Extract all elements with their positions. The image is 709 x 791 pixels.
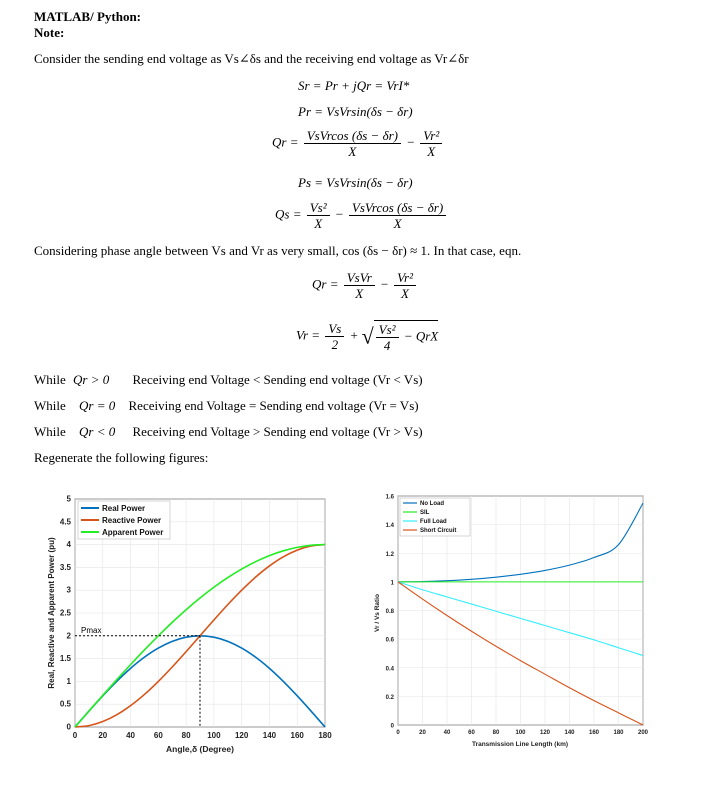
y-tick-label: 1.4 bbox=[385, 523, 394, 530]
chart2-xlabel: Transmission Line Length (km) bbox=[471, 741, 569, 748]
y-tick-label: 1.6 bbox=[385, 494, 394, 501]
eq2-vr-den: 2 bbox=[331, 337, 339, 352]
x-tick-label: 40 bbox=[443, 730, 451, 736]
x-tick-label: 120 bbox=[539, 730, 551, 736]
x-tick-label: 200 bbox=[637, 730, 649, 736]
condition-expr: Qr = 0 bbox=[79, 398, 116, 413]
y-tick-label: 4.5 bbox=[59, 517, 71, 527]
eq2-sq-den: 4 bbox=[383, 338, 391, 353]
chart1-xlabel: Angle,δ (Degree) bbox=[166, 744, 234, 754]
eq2-num2: Vr² bbox=[394, 270, 416, 286]
condition-text: Receiving end Voltage = Sending end voltage (Vr = Vs) bbox=[128, 398, 419, 413]
condition-text: Receiving end Voltage < Sending end voltage (Vr < Vs) bbox=[132, 372, 423, 387]
section-heading: MATLAB/ Python: bbox=[34, 9, 142, 24]
x-tick-label: 20 bbox=[419, 730, 426, 736]
x-tick-label: 80 bbox=[181, 731, 191, 740]
legend-no-load: No Load bbox=[420, 501, 444, 507]
eq-qs-num1: Vs² bbox=[307, 200, 330, 216]
y-tick-label: 1 bbox=[390, 580, 394, 587]
eq-ps: Ps = VsVrsin(δs − δr) bbox=[298, 175, 413, 190]
condition-lead: While bbox=[34, 398, 66, 413]
eq-qr-minus: − bbox=[406, 134, 416, 150]
y-tick-label: 0.6 bbox=[385, 637, 394, 644]
x-tick-label: 100 bbox=[207, 731, 221, 740]
eq2-sq-tail: − QrX bbox=[403, 328, 439, 344]
legend-apparent-power: Apparent Power bbox=[102, 528, 164, 537]
y-tick-label: 0 bbox=[66, 722, 71, 732]
eq2-vr-lhs: Vr = bbox=[296, 327, 321, 343]
legend-full-load: Full Load bbox=[420, 519, 447, 525]
y-tick-label: 1.5 bbox=[59, 654, 71, 664]
y-tick-label: 3.5 bbox=[59, 562, 71, 572]
y-tick-label: 0.8 bbox=[385, 609, 394, 615]
eq2-qr-lhs: Qr = bbox=[312, 276, 339, 292]
eq2-minus: − bbox=[380, 276, 389, 292]
x-tick-label: 140 bbox=[262, 731, 277, 740]
chart1-legend bbox=[78, 501, 170, 539]
y-tick-label: 5 bbox=[66, 494, 71, 504]
regenerate-text: Regenerate the following figures: bbox=[34, 450, 209, 465]
x-tick-label: 20 bbox=[98, 731, 108, 740]
chart2-legend bbox=[400, 498, 470, 536]
y-tick-label: 0.5 bbox=[59, 699, 71, 709]
x-tick-label: 40 bbox=[126, 731, 136, 740]
x-tick-label: 120 bbox=[234, 731, 249, 740]
y-tick-label: 2.5 bbox=[59, 608, 71, 618]
y-tick-label: 0.2 bbox=[385, 694, 394, 701]
eq-sr: Sr = Pr + jQr = VrI* bbox=[298, 78, 410, 93]
eq2-vr bbox=[296, 320, 438, 353]
sqrt-symbol: √ bbox=[361, 323, 374, 349]
chart1-ylabel: Real, Reactive and Apparent Power (pu) bbox=[47, 537, 56, 689]
eq2-sq-num: Vs² bbox=[376, 322, 399, 338]
legend-sil: SIL bbox=[420, 510, 430, 516]
condition-lead: While bbox=[34, 372, 66, 387]
x-tick-label: 0 bbox=[72, 731, 78, 740]
x-tick-label: 60 bbox=[468, 730, 475, 736]
eq-qr bbox=[272, 128, 444, 159]
eq-qs-den1: X bbox=[314, 216, 323, 231]
x-tick-label: 160 bbox=[588, 730, 600, 736]
eq-qs-lhs: Qs = bbox=[275, 206, 302, 222]
chart2-ylabel: Vr / Vs Ratio bbox=[374, 594, 381, 632]
eq-pr: Pr = VsVrsin(δs − δr) bbox=[298, 104, 413, 119]
eq2-vr-num: Vs bbox=[325, 321, 344, 337]
x-tick-label: 140 bbox=[564, 730, 575, 736]
y-tick-label: 1 bbox=[66, 676, 71, 686]
eq-qr-den1: X bbox=[348, 144, 357, 159]
y-tick-label: 4 bbox=[66, 540, 71, 550]
x-tick-label: 160 bbox=[290, 731, 304, 740]
condition-expr: Qr > 0 bbox=[73, 372, 110, 387]
pmax-label: Pmax bbox=[81, 625, 102, 635]
note-label: Note: bbox=[34, 25, 65, 40]
eq2-den2: X bbox=[401, 286, 409, 301]
condition-row bbox=[34, 372, 423, 388]
eq-qs bbox=[275, 200, 448, 231]
y-tick-label: 0.4 bbox=[385, 666, 394, 673]
x-tick-label: 180 bbox=[318, 731, 332, 740]
eq-qs-den2: X bbox=[393, 216, 402, 231]
condition-text: Receiving end Voltage > Sending end voltage (Vr > Vs) bbox=[132, 424, 423, 439]
x-tick-label: 180 bbox=[613, 730, 624, 736]
legend-short-circuit: Short Circuit bbox=[420, 528, 457, 534]
legend-reactive-power: Reactive Power bbox=[102, 516, 162, 525]
eq-qs-num2: VsVrcos (δs − δr) bbox=[349, 200, 446, 216]
condition-expr: Qr < 0 bbox=[79, 424, 116, 439]
eq2-plus: + bbox=[349, 327, 359, 343]
y-tick-label: 3 bbox=[66, 585, 71, 595]
x-tick-label: 80 bbox=[492, 730, 500, 736]
condition-row bbox=[34, 424, 423, 440]
voltage-ratio-chart bbox=[370, 488, 660, 750]
eq2-num1: VsVr bbox=[344, 270, 375, 286]
considering-text: Considering phase angle between Vs and Vr as very small, cos (δs − δr) ≈ 1. In that case, eqn. bbox=[34, 243, 522, 258]
eq-qs-minus: − bbox=[334, 206, 344, 222]
legend-real-power: Real Power bbox=[102, 504, 146, 513]
x-tick-label: 60 bbox=[153, 731, 163, 740]
eq2-qr bbox=[312, 270, 418, 301]
power-angle-chart bbox=[45, 488, 345, 760]
x-tick-label: 0 bbox=[396, 730, 400, 736]
x-tick-label: 100 bbox=[515, 730, 526, 736]
condition-lead: While bbox=[34, 424, 66, 439]
eq-qr-num1: VsVrcos (δs − δr) bbox=[304, 128, 401, 144]
intro-text: Consider the sending end voltage as Vs∠δs and the receiving end voltage as Vr∠δr bbox=[34, 51, 469, 66]
y-tick-label: 0 bbox=[390, 723, 394, 730]
y-tick-label: 1.2 bbox=[385, 551, 394, 558]
eq-qr-den2: X bbox=[427, 144, 436, 159]
eq-qr-num2: Vr² bbox=[420, 128, 442, 144]
condition-row bbox=[34, 398, 419, 414]
eq-qr-lhs: Qr = bbox=[272, 134, 299, 150]
y-tick-label: 2 bbox=[66, 631, 71, 641]
eq2-den1: X bbox=[355, 286, 364, 301]
